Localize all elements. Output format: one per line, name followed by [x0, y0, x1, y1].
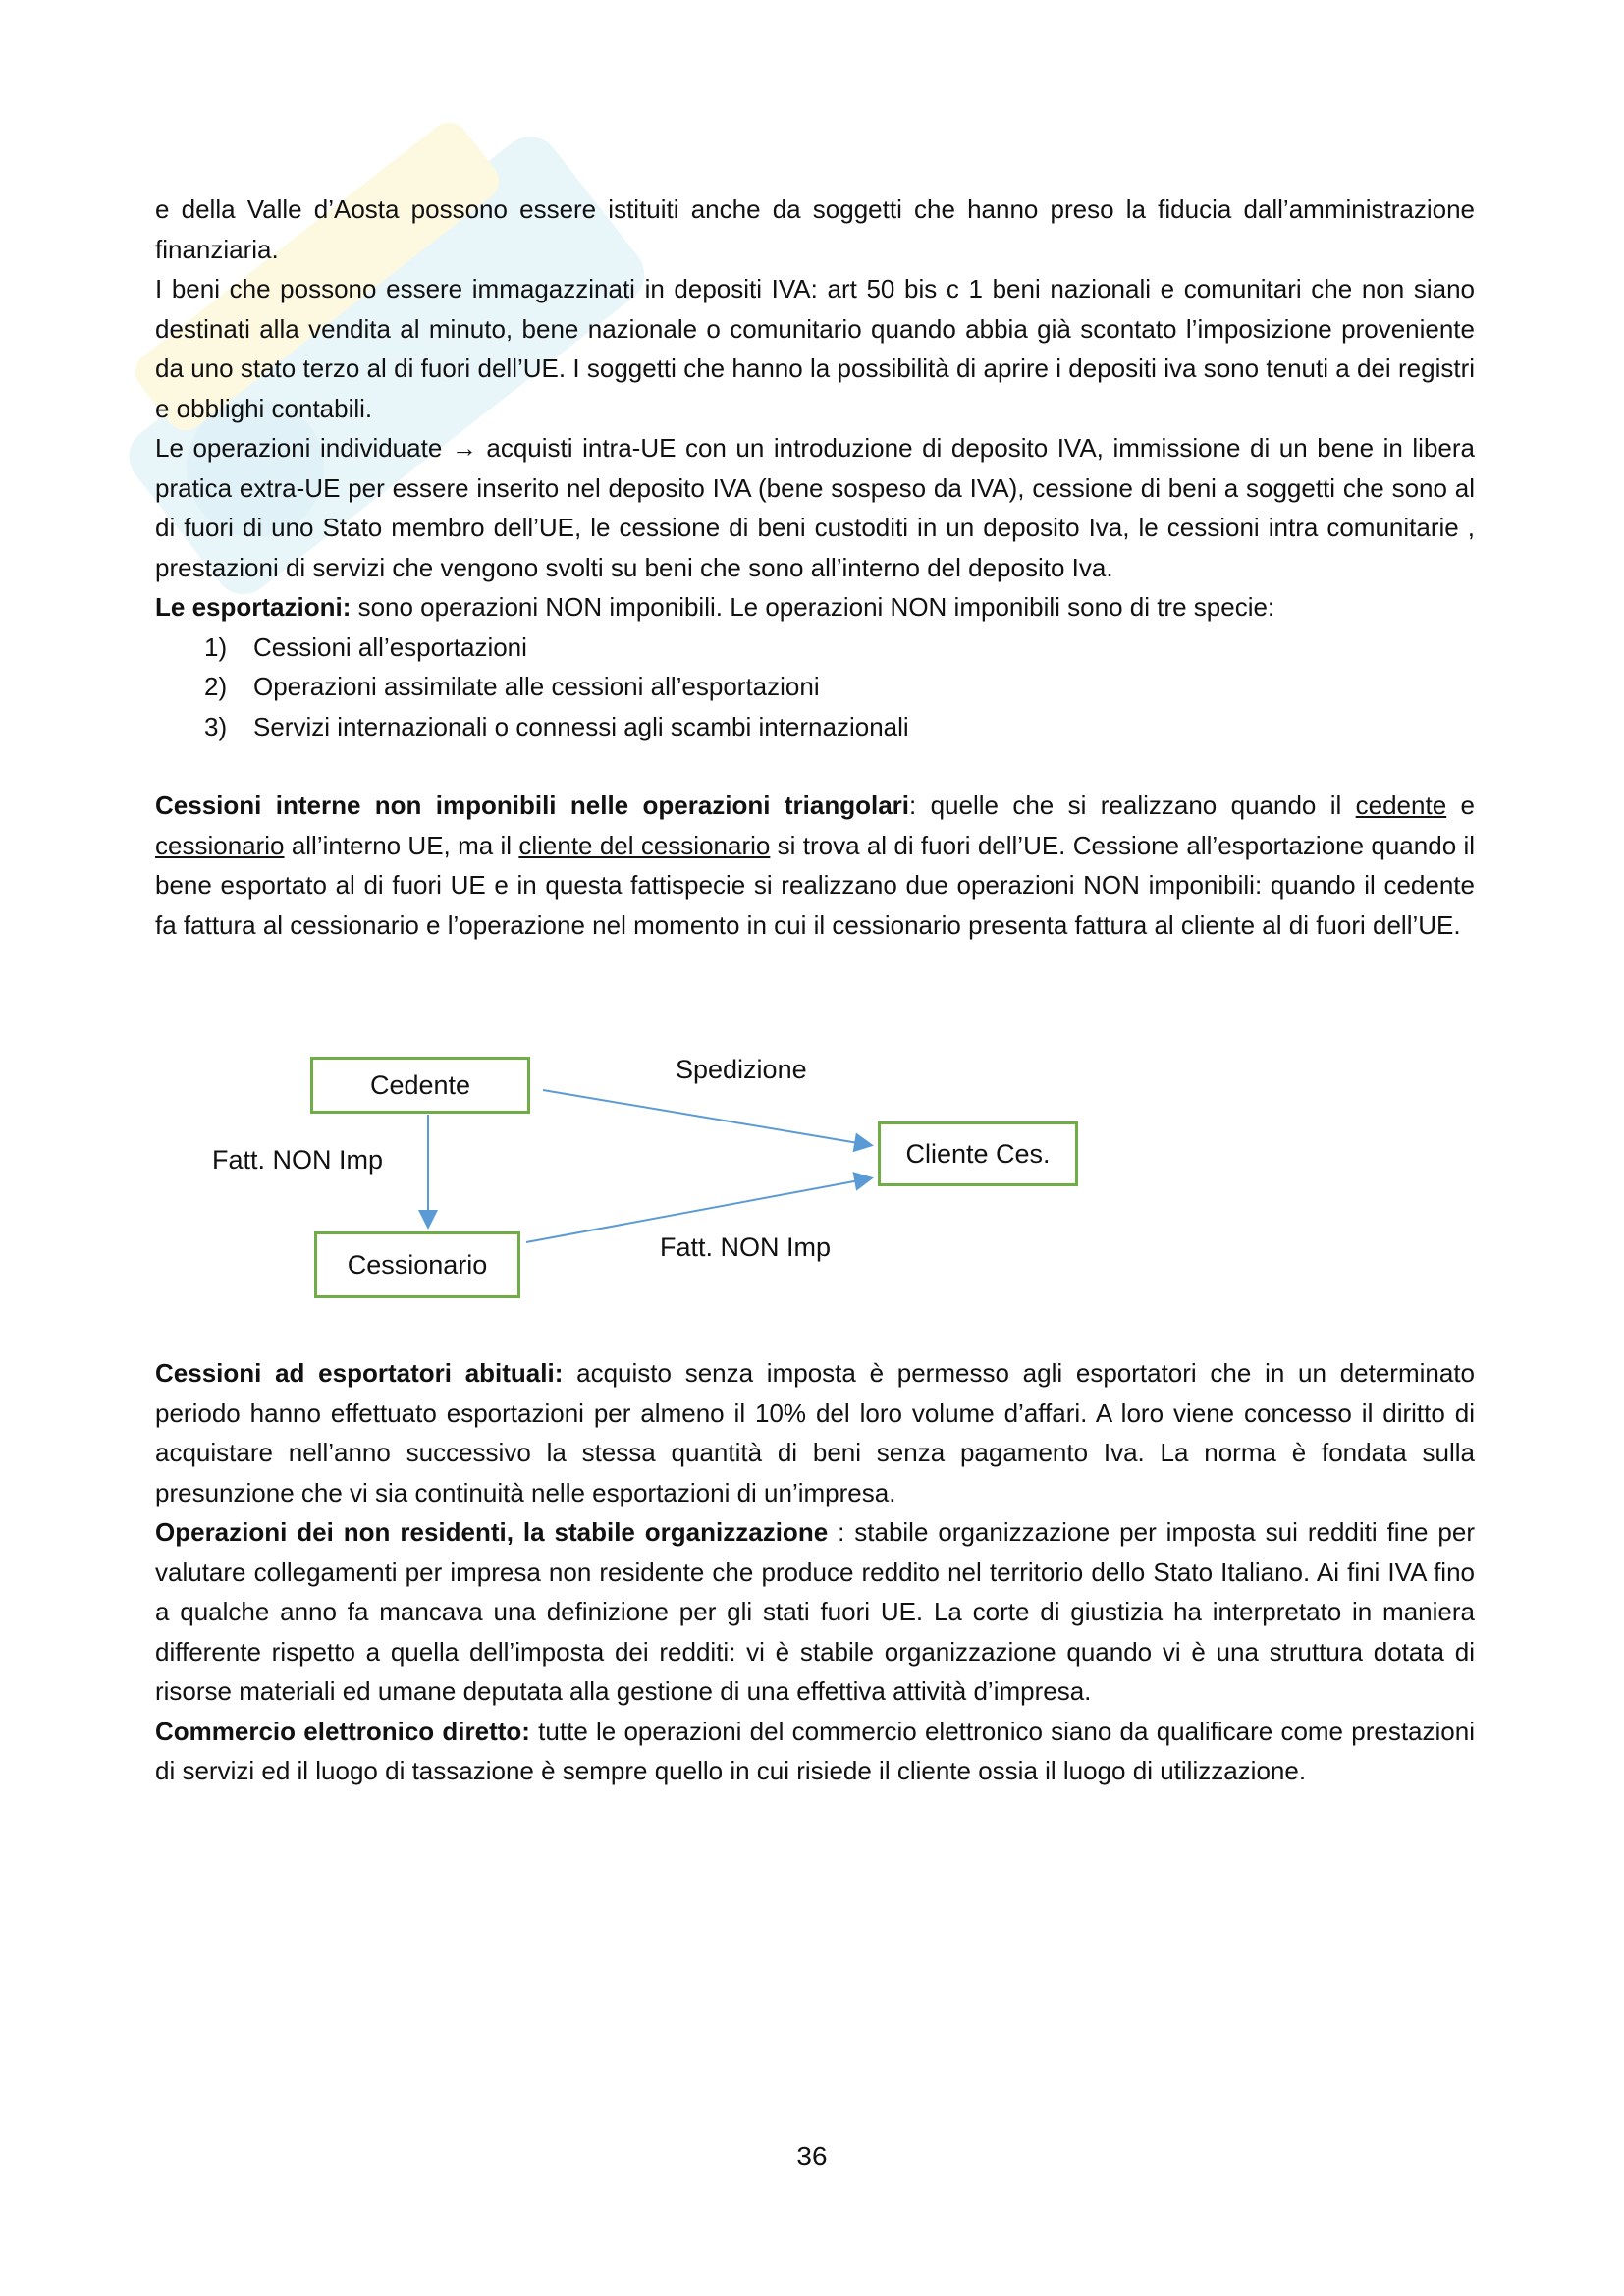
paragraph-beni-depositi: I beni che possono essere immagazzinati in depositi IVA: art 50 bis c 1 beni nazionali e comunitari che non siano destinati alla vendita al minuto, bene nazionale o comunitario quando abbia già scontato l’imposizione proveniente da uno stato terzo al di fuori dell’UE. I soggetti che hanno la possibilità di aprire i depositi iva sono tenuti a dei registri e obblighi contabili. [155, 274, 1475, 423]
non-residenti-heading: Operazioni dei non residenti, la stabile organizzazione [155, 1517, 829, 1547]
arrow-right-icon: → [451, 433, 477, 463]
operazioni-text: acquisti intra-UE con un introduzione di deposito IVA, immissione di un bene in libera pratica extra-UE per essere inserito nel deposito IVA (bene sospeso da IVA), cessione di beni a soggetti che sono al di fuori di uno Stato membro dell’UE, le cessione di beni custoditi in un deposito Iva, le cessioni intra comunitarie , prestazioni di servizi che vengono svolti su beni che sono all’interno del deposito Iva. [155, 433, 1475, 582]
commercio-text: tutte le operazioni del commercio elettronico siano da qualificare come prestazioni di servizi ed il luogo di tassazione è sempre quello in cui risiede il cliente ossia il luogo di utilizzazione. [155, 1716, 1475, 1785]
list-number: 2) [204, 672, 228, 701]
underlined-cessionario: cessionario [155, 830, 285, 860]
label-fatt-bottom: Fatt. NON Imp [660, 1232, 832, 1262]
triangolari-text-b: e [1446, 791, 1475, 820]
box-cliente: Cliente Ces. [878, 1121, 1078, 1186]
paragraph-esportatori-abituali [155, 1353, 1475, 1512]
triangolari-heading: Cessioni interne non imponibili nelle operazioni triangolari [155, 791, 909, 820]
esportazioni-heading: Le esportazioni: [155, 592, 352, 622]
label-spedizione: Spedizione [676, 1055, 807, 1084]
underlined-cliente-cessionario: cliente del cessionario [518, 830, 771, 860]
commercio-heading: Commercio elettronico diretto: [155, 1716, 530, 1746]
triangolari-text-a: : quelle che si realizzano quando il [909, 791, 1356, 820]
non-residenti-text: : stabile organizzazione per imposta sui redditi fine per valutare collegamenti per impresa non residente che produce reddito nel territorio dello Stato Italiano. Ai fini IVA fino a qualche anno fa mancava una definizione per gli stati fuori UE. La corte di giustizia ha interpretato in maniera differente rispetto a quella dell’imposta dei redditi: vi è stabile organizzazione quando vi è una struttura dotata di risorse materiali ed umane deputata alla gestione di una effettiva attività d’impresa. [155, 1517, 1476, 1706]
esportazioni-text: sono operazioni NON imponibili. Le operazioni NON imponibili sono di tre specie: [351, 592, 1275, 622]
list-text: Cessioni all’esportazioni [253, 631, 527, 662]
lower-text [155, 1353, 1475, 1791]
triangolari-text-d: si trova al di fuori dell’UE. Cessione all’esportazione quando il bene esportato al di fuori UE e in questa fattispecie si realizzano due operazioni NON imponibili: quando il cedente fa fattura al cessionario e l’operazione nel momento in cui il cessionario presenta fattura al cliente al di fuori dell’UE. [155, 830, 1476, 940]
list-text: Servizi internazionali o connessi agli scambi internazionali [253, 711, 909, 741]
list-number: 3) [204, 711, 228, 741]
page-number: 36 [796, 2141, 828, 2171]
operazioni-list [155, 628, 1475, 747]
underlined-cedente: cedente [1355, 791, 1447, 820]
arrow-cedente-to-cliente [543, 1090, 870, 1145]
list-number: 1) [204, 631, 228, 662]
list-item [155, 667, 1475, 707]
upper-text [155, 190, 1475, 945]
box-cedente: Cedente [310, 1057, 530, 1114]
list-item [155, 628, 1475, 668]
triangolari-text-c: all’interno UE, ma il [284, 830, 519, 860]
list-text: Operazioni assimilate alle cessioni all’esportazioni [253, 672, 820, 701]
paragraph-triangolari [155, 786, 1475, 945]
paragraph-esportazioni [155, 587, 1475, 628]
operazioni-lead: Le operazioni individuate [155, 433, 443, 463]
esportatori-text: acquisto senza imposta è permesso agli esportatori che in un determinato periodo hanno effettuato esportazioni per almeno il 10% del loro volume d’affari. A loro viene concesso il diritto di acquistare nell’anno successivo la stessa quantità di beni senza pagamento Iva. La norma è fondata sulla presunzione che vi sia continuità nelle esportazioni di un’impresa. [155, 1358, 1475, 1507]
paragraph-commercio-elettronico [155, 1712, 1475, 1791]
triangular-operation-diagram [155, 1031, 1137, 1326]
paragraph-depositi-intro: e della Valle d’Aosta possono essere istituiti anche da soggetti che hanno preso la fiducia dall’amministrazione finanziaria. [155, 194, 1475, 264]
list-item [155, 707, 1475, 747]
paragraph-operazioni-individuate [155, 428, 1475, 587]
label-fatt-left: Fatt. NON Imp [212, 1145, 384, 1175]
box-cessionario: Cessionario [314, 1231, 520, 1298]
esportatori-heading: Cessioni ad esportatori abituali: [155, 1358, 564, 1388]
paragraph-non-residenti [155, 1512, 1475, 1712]
